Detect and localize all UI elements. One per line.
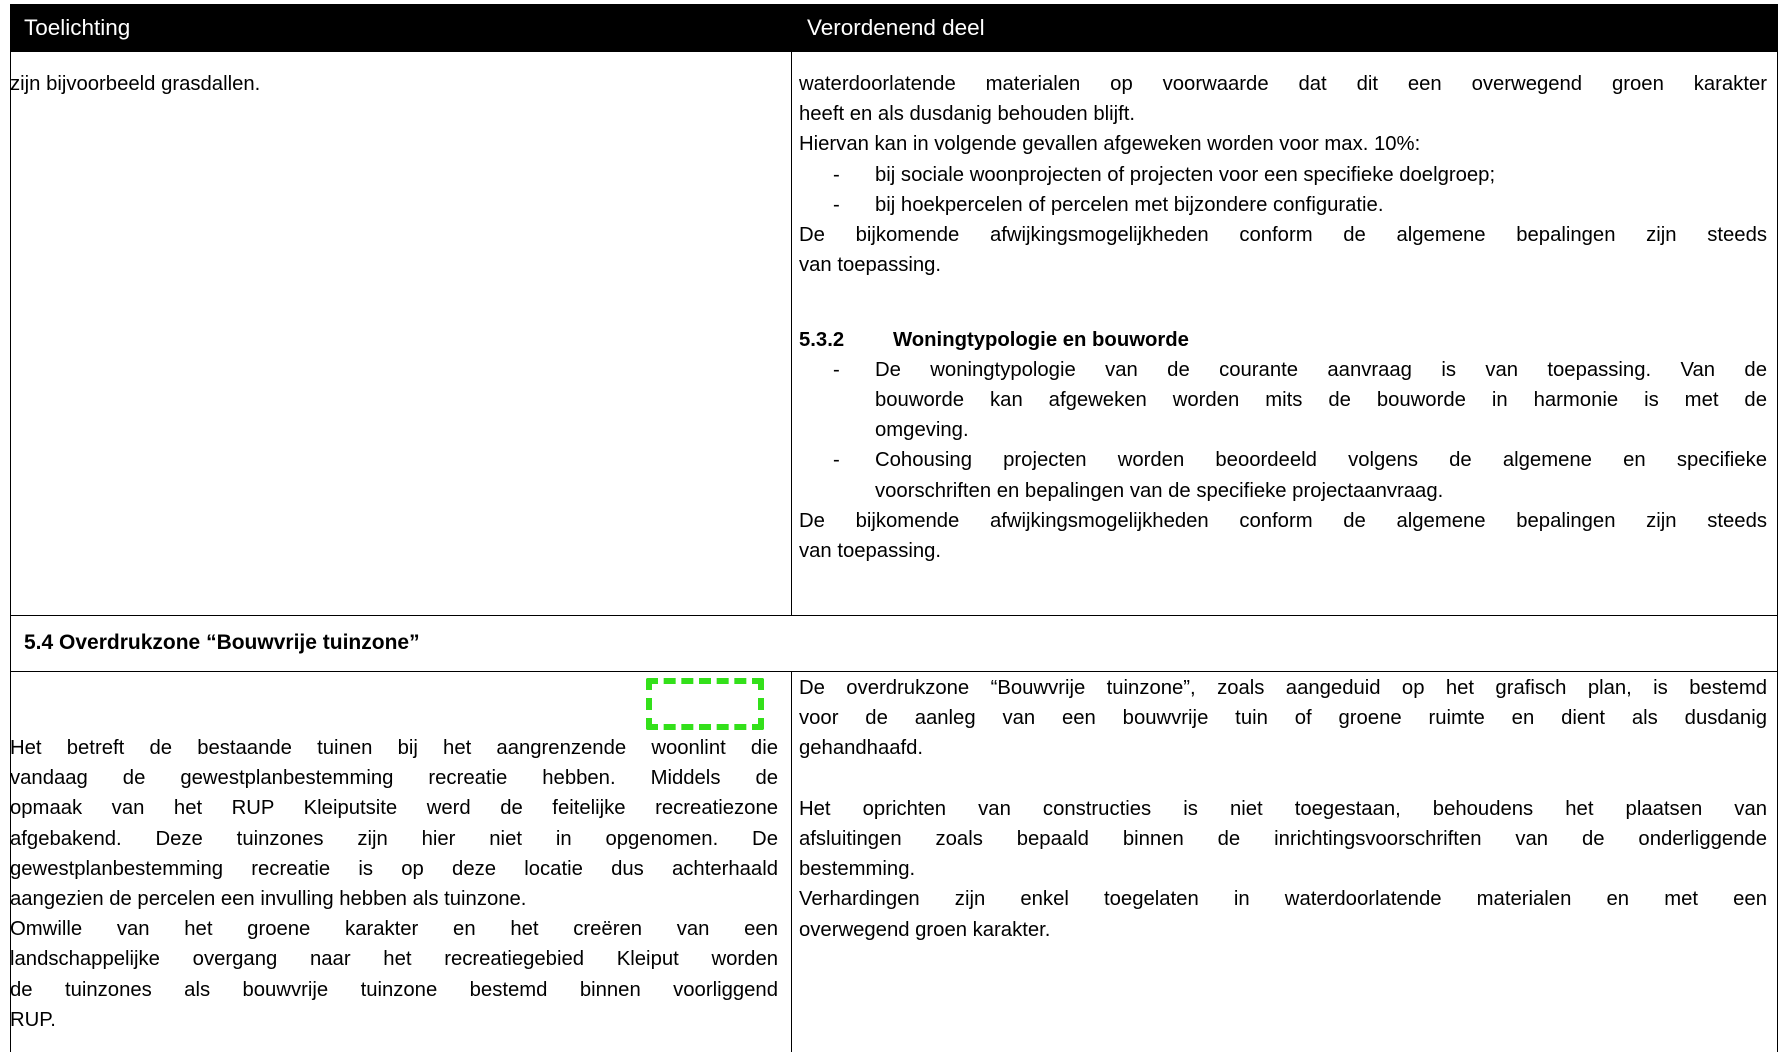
section-title: 5.4 Overdrukzone “Bouwvrije tuinzone” bbox=[24, 631, 420, 654]
row-divider-top bbox=[10, 615, 1778, 616]
paragraph-line: Verhardingen zijn enkel toegelaten in waterdoorlatende materialen en met een bbox=[799, 888, 1767, 911]
paragraph-line: afsluitingen zoals bepaald binnen de inrichtingsvoorschriften van de onderliggende bbox=[799, 828, 1767, 850]
column-divider-row2 bbox=[791, 672, 792, 1052]
bullet-text: Cohousing projecten worden beoordeeld volgens de algemene en specifieke bbox=[875, 449, 1767, 472]
paragraph-line: landschappelijke overgang naar het recreatiegebied Kleiput worden bbox=[10, 948, 778, 971]
row1-right-cell bbox=[799, 69, 1767, 566]
paragraph-line: overwegend groen karakter. bbox=[799, 918, 1051, 941]
paragraph-line: waterdoorlatende materialen op voorwaarde dat dit een overwegend groen karakter bbox=[799, 73, 1767, 95]
dashed-marker-box bbox=[646, 678, 764, 730]
bullet-item bbox=[799, 190, 1767, 220]
paragraph-line: opmaak van het RUP Kleiputsite werd de feitelijke recreatiezone bbox=[10, 797, 778, 820]
blank-line bbox=[799, 280, 1767, 310]
header-toelichting: Toelichting bbox=[10, 4, 791, 52]
paragraph-line: Omwille van het groene karakter en het creëren van een bbox=[10, 918, 778, 941]
paragraph-line: gewestplanbestemming recreatie is op deze locatie dus achterhaald bbox=[10, 857, 778, 880]
bullet-continuation: voorschriften en bepalingen van de specifieke projectaanvraag. bbox=[875, 479, 1444, 502]
column-divider-row1 bbox=[791, 52, 792, 615]
row2-right-cell bbox=[799, 673, 1767, 945]
paragraph-line: de tuinzones als bouwvrije tuinzone bestemd binnen voorliggend bbox=[10, 978, 778, 1001]
header-verordenend-deel: Verordenend deel bbox=[791, 4, 1778, 52]
paragraph-line: heeft en als dusdanig behouden blijft. bbox=[799, 103, 1136, 126]
bullet-text: bij sociale woonprojecten of projecten voor een specifieke doelgroep; bbox=[875, 163, 1496, 186]
paragraph-line: afgebakend. Deze tuinzones zijn hier niet in opgenomen. De bbox=[10, 827, 778, 850]
paragraph-line: De bijkomende afwijkingsmogelijkheden conform de algemene bepalingen zijn steeds bbox=[799, 509, 1767, 532]
bullet-text: De woningtypologie van de courante aanvraag is van toepassing. Van de bbox=[875, 358, 1767, 381]
subsection-heading bbox=[799, 325, 1767, 355]
bullet-text: bij hoekpercelen of percelen met bijzondere configuratie. bbox=[875, 193, 1384, 216]
paragraph-line: RUP. bbox=[10, 1008, 56, 1031]
paragraph-line: van toepassing. bbox=[799, 254, 942, 277]
bullet-continuation: omgeving. bbox=[875, 419, 969, 442]
paragraph-line: voor de aanleg van een bouwvrije tuin of groene ruimte en dient als dusdanig bbox=[799, 707, 1767, 730]
row2-left-cell bbox=[10, 733, 778, 1035]
paragraph-line: gehandhaafd. bbox=[799, 737, 924, 760]
paragraph-line: De bijkomende afwijkingsmogelijkheden conform de algemene bepalingen zijn steeds bbox=[799, 224, 1767, 247]
paragraph-line: Hiervan kan in volgende gevallen afgeweken worden voor max. 10%: bbox=[799, 133, 1421, 156]
blank-line bbox=[799, 764, 1767, 794]
bullet-continuation: bouworde kan afgeweken worden mits de bouworde in harmonie is met de bbox=[875, 389, 1767, 412]
row1-left-cell bbox=[10, 69, 791, 99]
paragraph-line: van toepassing. bbox=[799, 540, 942, 563]
bullet-dash: - bbox=[833, 449, 840, 472]
row-divider-bottom bbox=[10, 671, 1778, 672]
subsection-title: Woningtypologie en bouworde bbox=[893, 328, 1189, 351]
paragraph-line: vandaag de gewestplanbestemming recreatie hebben. Middels de bbox=[10, 767, 778, 790]
bullet-item bbox=[799, 160, 1767, 190]
row1-left-text: zijn bijvoorbeeld grasdallen. bbox=[10, 73, 261, 95]
bullet-dash: - bbox=[833, 193, 840, 216]
paragraph-line: aangezien de percelen een invulling hebben als tuinzone. bbox=[10, 888, 527, 911]
paragraph-line: Het betreft de bestaande tuinen bij het aangrenzende woonlint die bbox=[10, 737, 778, 759]
bullet-dash: - bbox=[833, 163, 840, 186]
bullet-dash: - bbox=[833, 358, 840, 381]
paragraph-line: De overdrukzone “Bouwvrije tuinzone”, zoals aangeduid op het grafisch plan, is bestemd bbox=[799, 677, 1767, 699]
bullet-item bbox=[799, 355, 1767, 385]
bullet-item bbox=[799, 445, 1767, 475]
paragraph-line: Het oprichten van constructies is niet toegestaan, behoudens het plaatsen van bbox=[799, 797, 1767, 820]
paragraph-line: bestemming. bbox=[799, 858, 916, 881]
subsection-number: 5.3.2 bbox=[799, 328, 845, 351]
